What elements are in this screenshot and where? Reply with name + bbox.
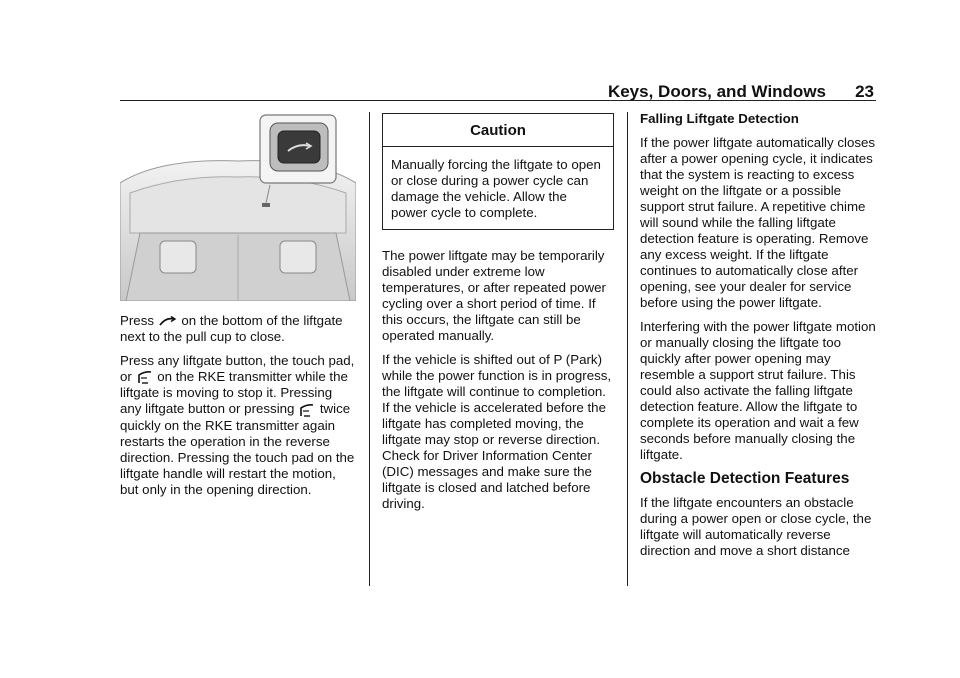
disabled-paragraph: The power liftgate may be temporarily disabled under extreme low temperatures, or after repeated power cycling over a short period of time. If this occurs, the liftgate can still be operated manually. — [382, 248, 606, 343]
press-label: Press — [120, 313, 154, 328]
interfering-paragraph: Interfering with the power liftgate motion or manually closing the liftgate too quickly after power opening may resemble a support strut failure. This could also activate the falling liftgate detection feature. Allow the liftgate to complete its operation and wait a few seconds before manually closing the liftgate. — [640, 319, 876, 462]
shift-paragraph: If the vehicle is shifted out of P (Park) while the power function is in progress, the liftgate will continue to completion. If the vehicle is accelerated before the liftgate has completed moving, the liftgate may stop or reverse direction. Check for Driver Information Center (DIC) messages and make sure the liftgate is closed and latched before driving. — [382, 352, 612, 511]
page-number: 23 — [855, 82, 874, 101]
press-close-paragraph — [120, 313, 356, 345]
column-3 — [640, 111, 876, 567]
stop-text-part-c: twice quickly on the RKE transmitter again restarts the operation in the reverse direction. Pressing the touch pad on the liftgate handle will restart the motion, but only in the opening direction. — [120, 401, 355, 497]
rke-liftgate-icon — [136, 369, 154, 385]
page-header — [120, 80, 876, 101]
column-divider-1 — [369, 112, 370, 586]
column-divider-2 — [627, 112, 628, 586]
falling-paragraph: If the power liftgate automatically closes after a power opening cycle, it indicates that the system is reacting to excess weight on the liftgate or a possible support strut failure. A repetitive chime will sound while the falling liftgate detection feature is operating. Remove any excess weight. If the liftgate continues to automatically close after opening, see your dealer for service before using the power liftgate. — [640, 135, 876, 310]
obstacle-paragraph: If the liftgate encounters an obstacle during a power open or close cycle, the liftgate will automatically reverse direction and move a short distance — [640, 495, 872, 558]
press-close-text: on the bottom of the liftgate next to the pull cup to close. — [120, 313, 343, 344]
caution-box — [382, 113, 614, 230]
stop-restart-paragraph — [120, 353, 356, 498]
stop-text-part-b: on the RKE transmitter while the liftgate is moving to stop it. Pressing any liftgate button or pressing — [120, 369, 348, 417]
caution-text: Manually forcing the liftgate to open or close during a power cycle can damage the vehicle. Allow the power cycle to complete. — [391, 157, 601, 220]
rke-liftgate-icon-2 — [298, 402, 316, 418]
stop-text-part-a: Press any liftgate button, the touch pad, or — [120, 353, 355, 384]
page-title: Keys, Doors, and Windows — [607, 82, 826, 101]
column-2 — [382, 113, 614, 520]
falling-liftgate-heading: Falling Liftgate Detection — [640, 111, 799, 126]
column-1 — [120, 113, 356, 506]
liftgate-close-button-illustration — [120, 113, 356, 301]
liftgate-close-icon — [158, 315, 178, 327]
obstacle-detection-heading: Obstacle Detection Features — [640, 470, 850, 487]
caution-title: Caution — [383, 114, 613, 147]
